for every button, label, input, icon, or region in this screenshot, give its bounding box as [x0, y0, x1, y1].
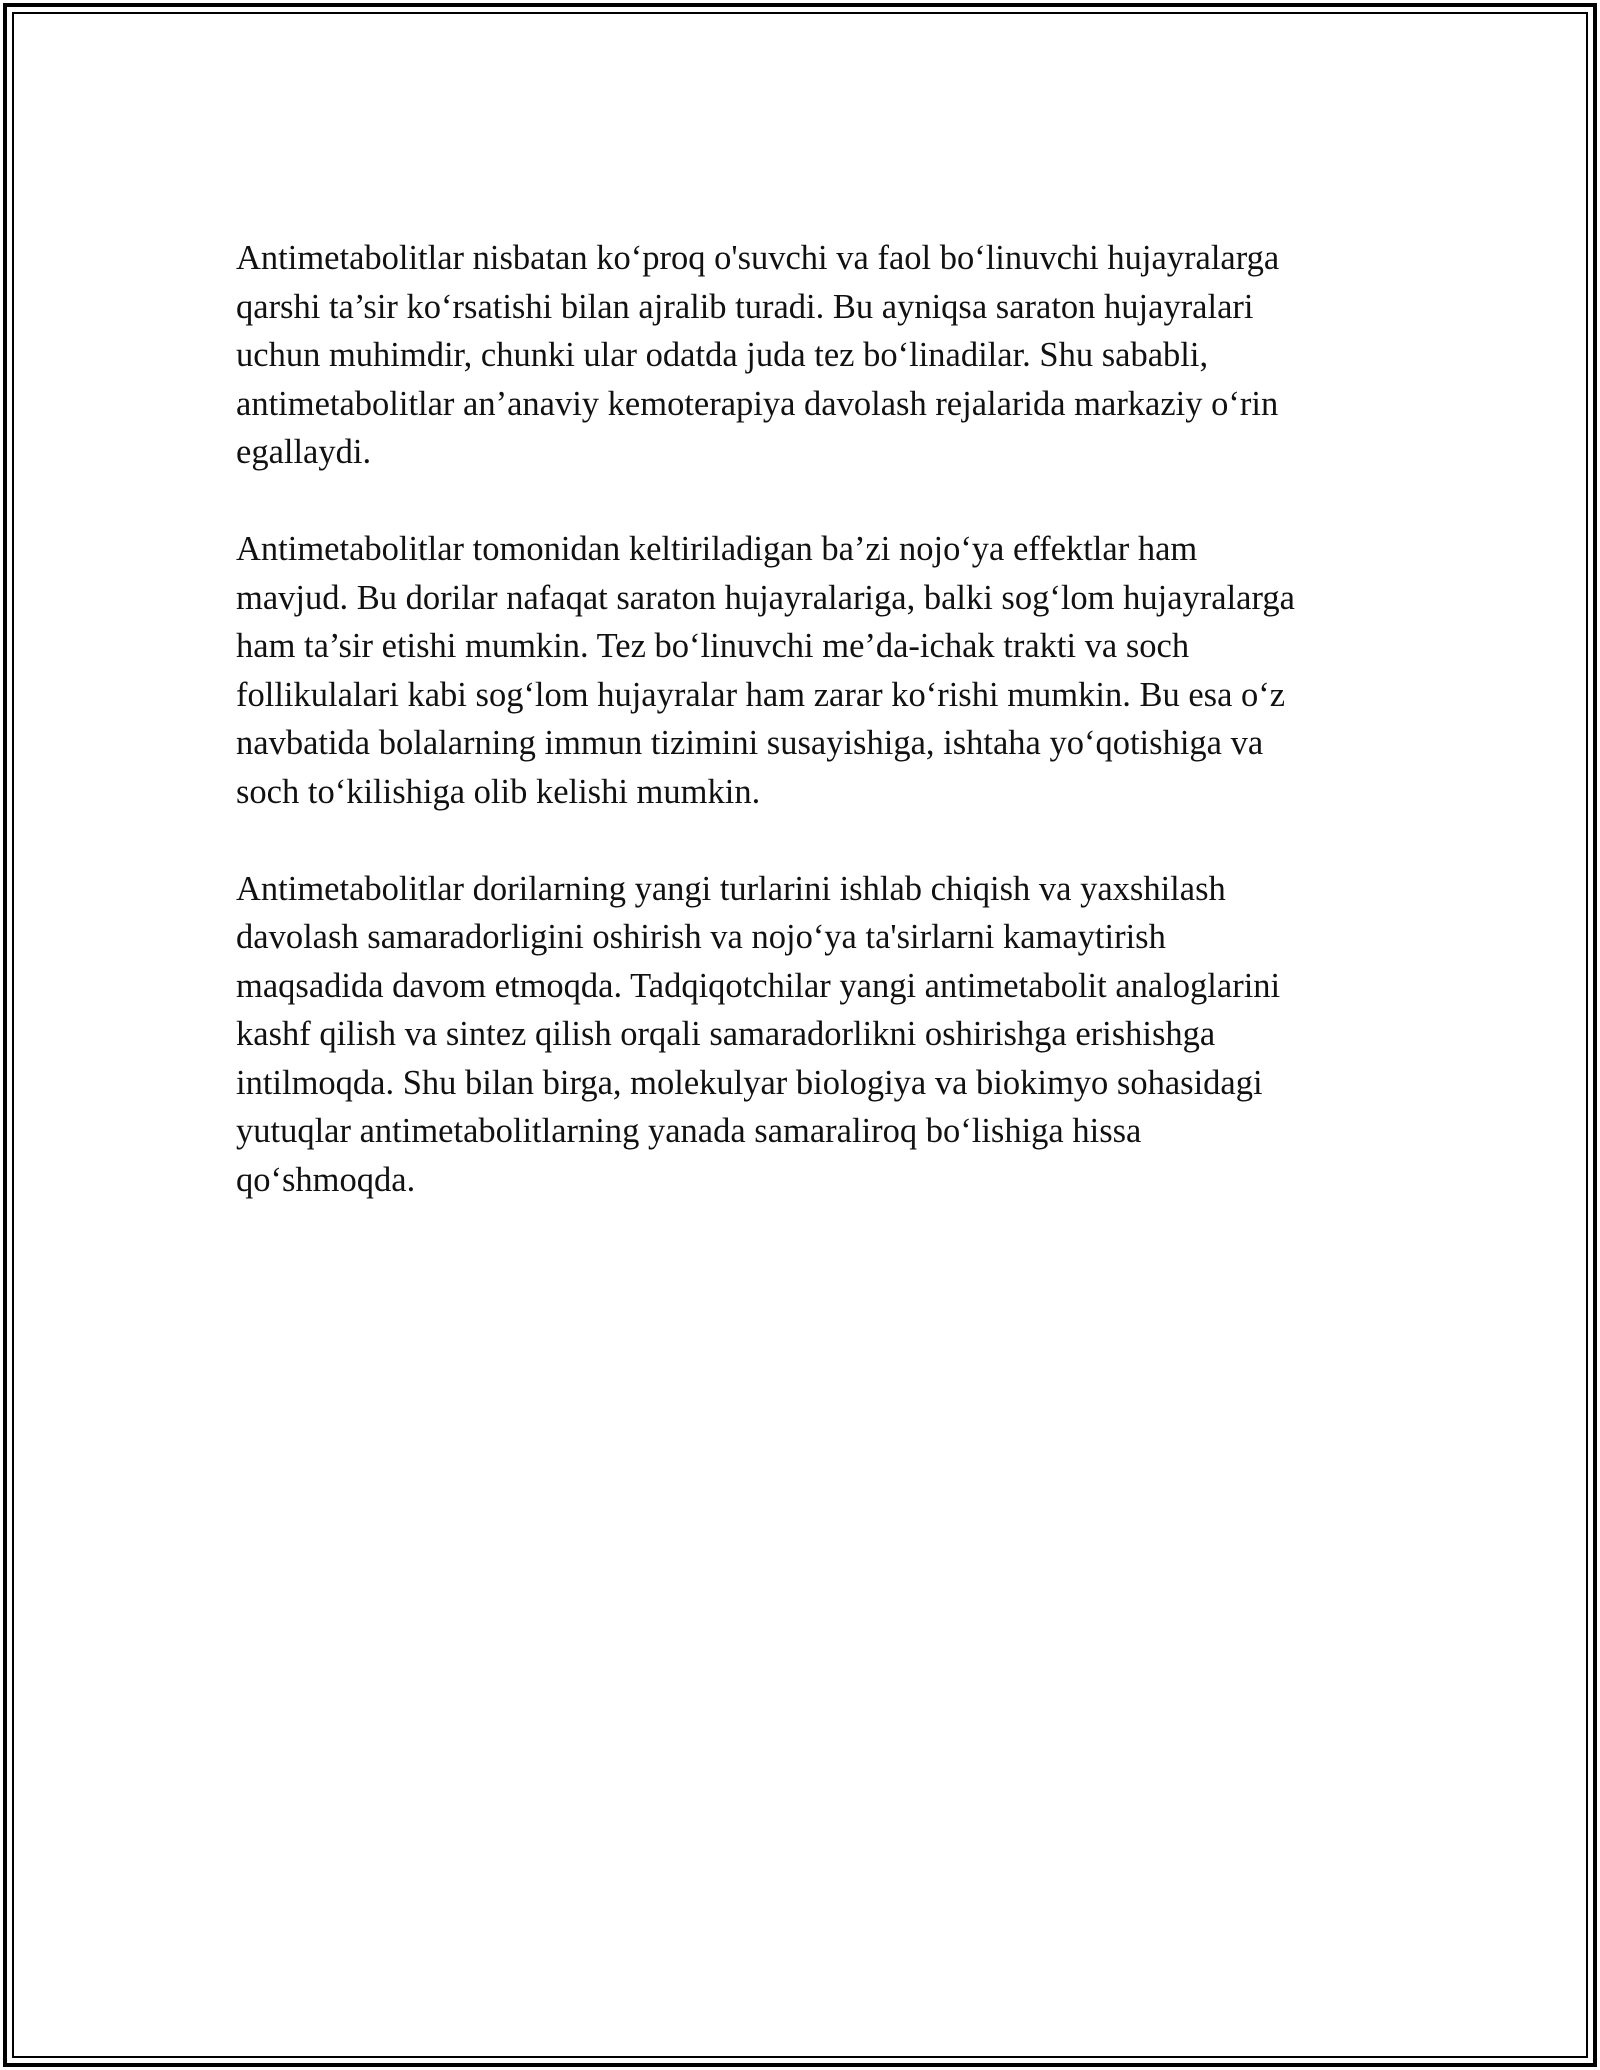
text-line: qo‘shmoqda.	[236, 1160, 416, 1199]
text-line: yutuqlar antimetabolitlarning yanada samaraliroq bo‘lishiga hissa	[236, 1112, 1142, 1150]
paragraph-3	[236, 865, 1366, 1205]
document-body	[236, 234, 1366, 1253]
text-line: kashf qilish va sintez qilish orqali samaradorlikni oshirishga erishishga	[236, 1015, 1216, 1053]
text-line: uchun muhimdir, chunki ular odatda juda tez bo‘linadilar. Shu sababli,	[236, 336, 1209, 374]
text-line: egallaydi.	[236, 433, 372, 471]
text-line: ham ta’sir etishi mumkin. Tez bo‘linuvchi me’da-ichak trakti va soch	[236, 627, 1190, 665]
text-line: Antimetabolitlar tomonidan keltiriladigan ba’zi nojo‘ya effektlar ham	[236, 530, 1198, 568]
text-line: davolash samaradorligini oshirish va nojo‘ya ta'sirlarni kamaytirish	[236, 918, 1166, 956]
text-line: qarshi ta’sir ko‘rsatishi bilan ajralib turadi. Bu ayniqsa saraton hujayralari	[236, 287, 1254, 326]
text-line: intilmoqda. Shu bilan birga, molekulyar biologiya va biokimyo sohasidagi	[236, 1063, 1263, 1102]
text-line: mavjud. Bu dorilar nafaqat saraton hujayralariga, balki sog‘lom hujayralarga	[236, 578, 1295, 617]
text-line: follikulalari kabi sog‘lom hujayralar ham zarar ko‘rishi mumkin. Bu esa o‘z	[236, 675, 1286, 714]
text-line: navbatida bolalarning immun tizimini susayishiga, ishtaha yo‘qotishiga va	[236, 724, 1264, 762]
text-line: soch to‘kilishiga olib kelishi mumkin.	[236, 772, 761, 811]
paragraph-2	[236, 525, 1366, 816]
text-line: antimetabolitlar an’anaviy kemoterapiya davolash rejalarida markaziy o‘rin	[236, 384, 1279, 423]
text-line: maqsadida davom etmoqda. Tadqiqotchilar yangi antimetabolit analoglarini	[236, 966, 1281, 1005]
text-line: Antimetabolitlar nisbatan ko‘proq o'suvchi va faol bo‘linuvchi hujayralarga	[236, 239, 1280, 277]
paragraph-1	[236, 234, 1366, 477]
text-line: Antimetabolitlar dorilarning yangi turlarini ishlab chiqish va yaxshilash	[236, 869, 1226, 908]
